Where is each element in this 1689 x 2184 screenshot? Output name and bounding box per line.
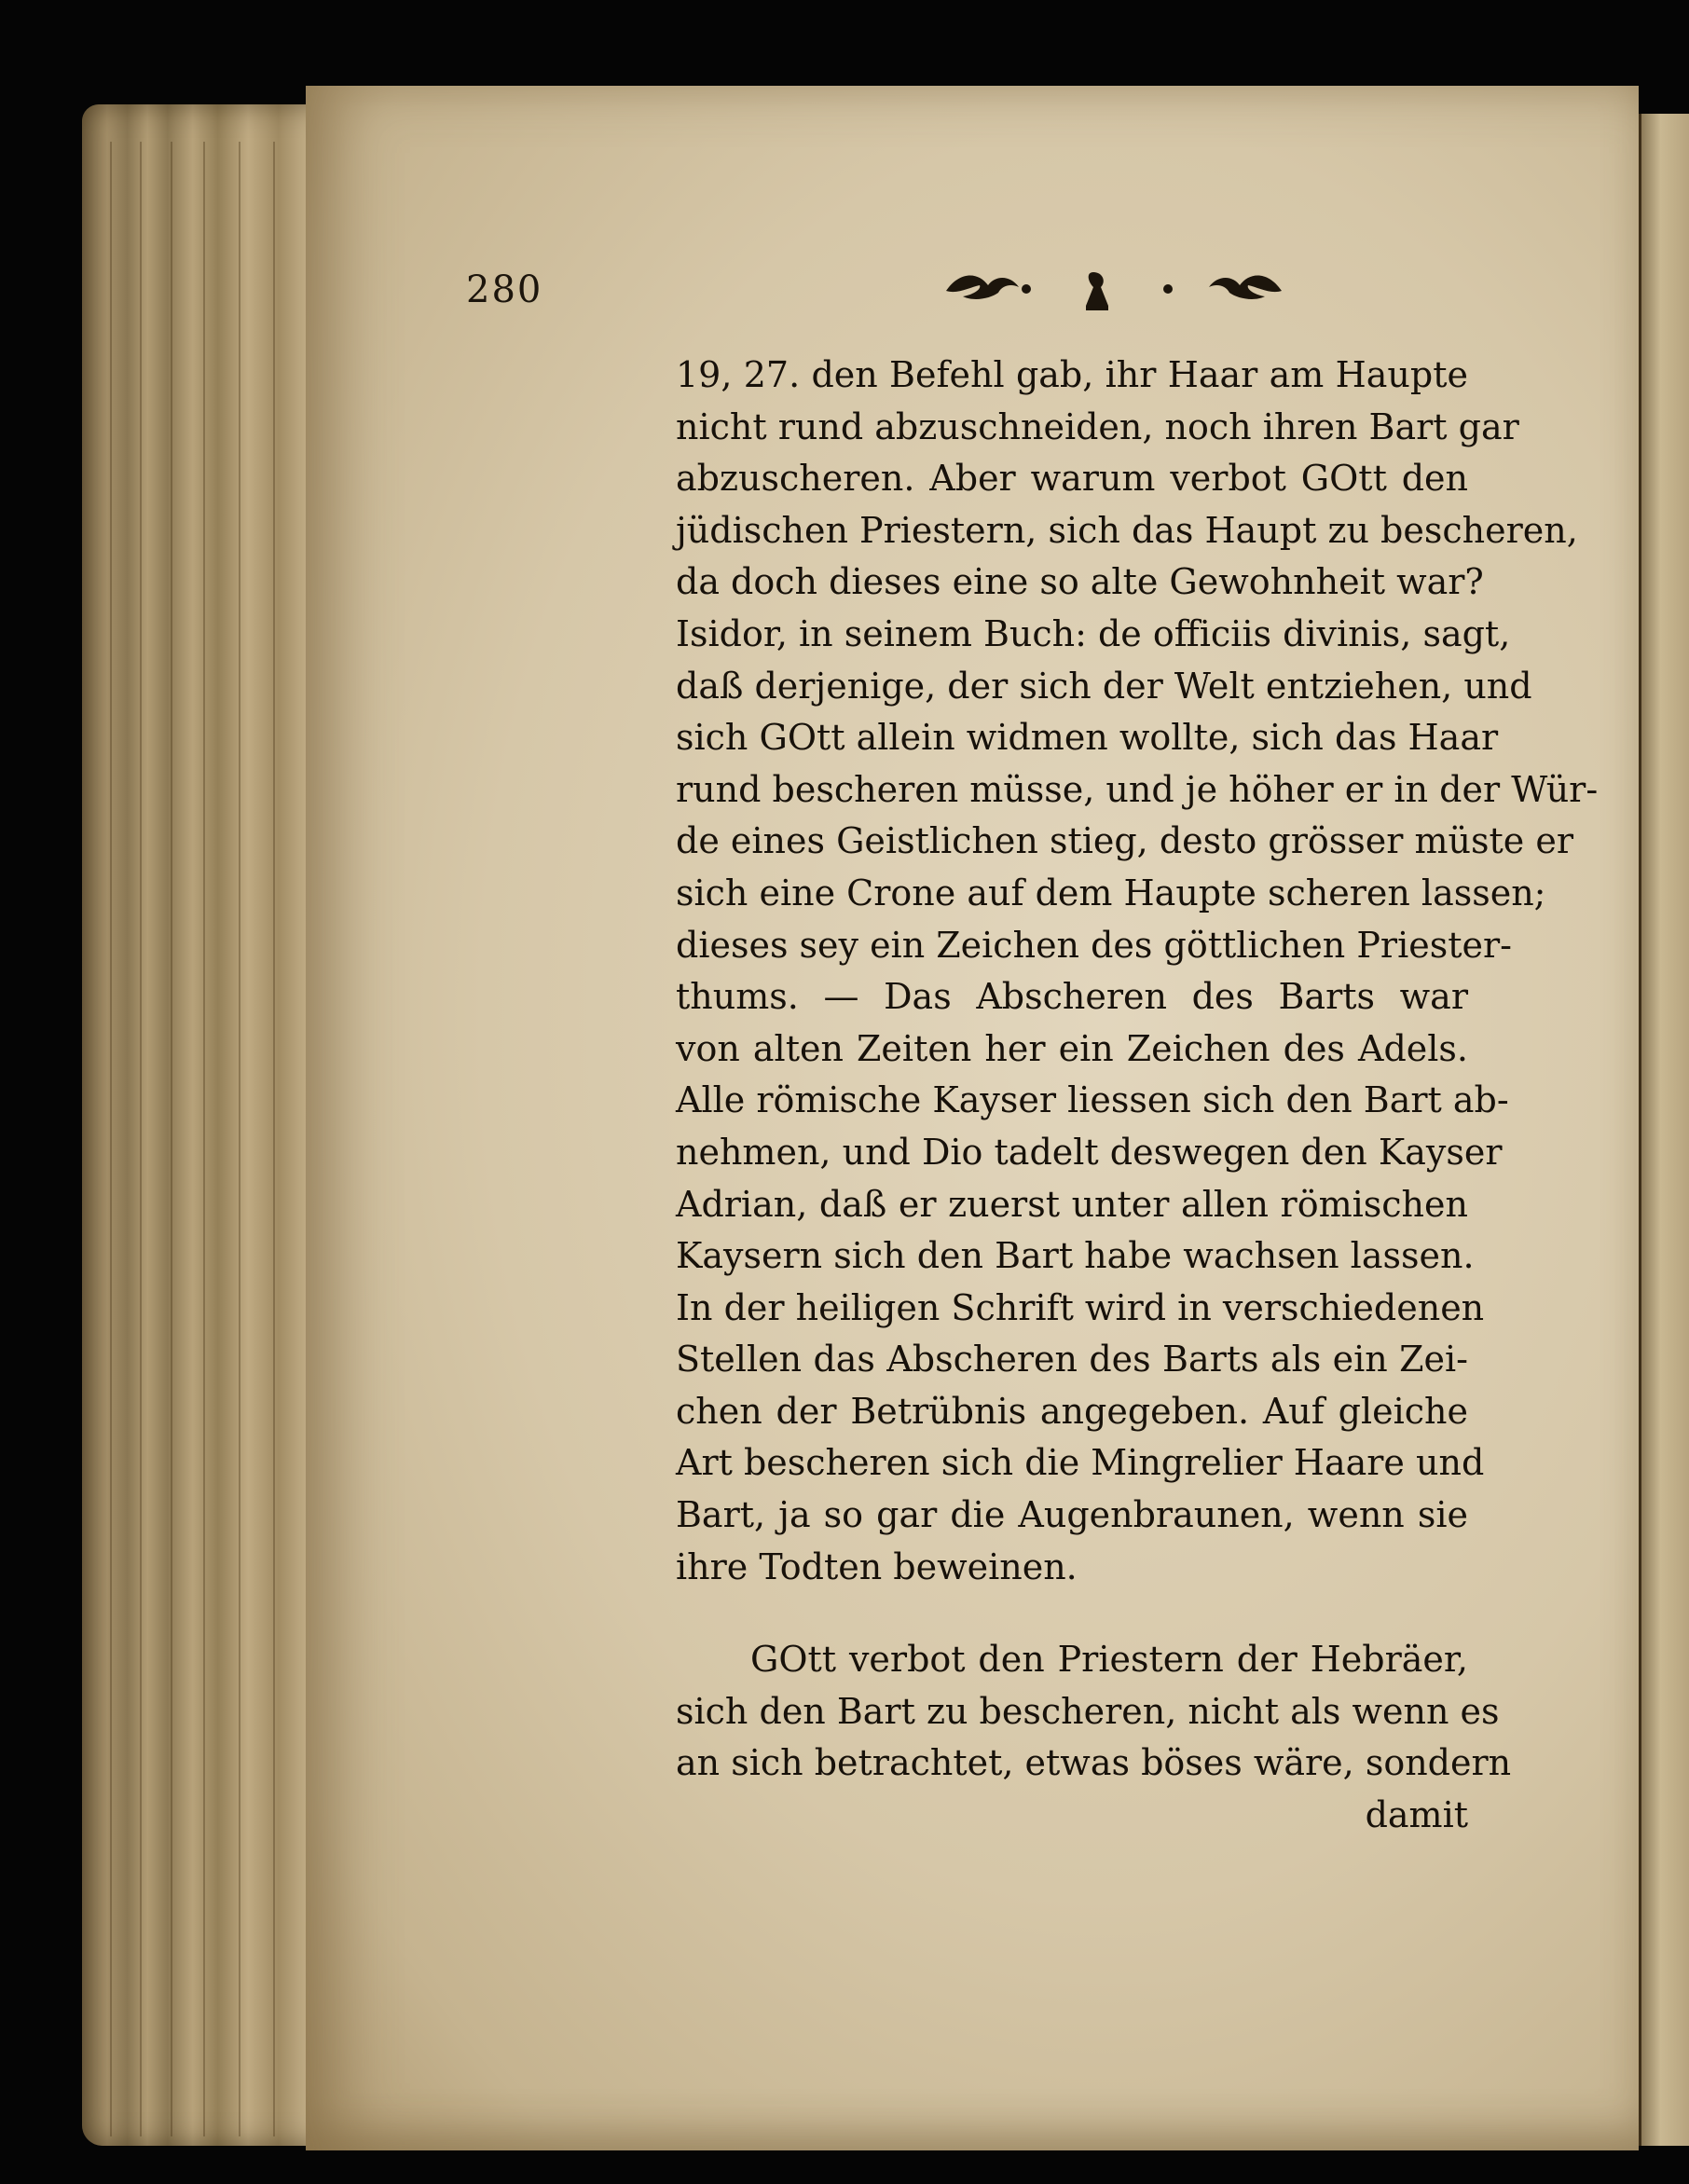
text-line: abzuscheren. Aber warum verbot GOtt den	[676, 458, 1468, 500]
text-line: sich den Bart zu bescheren, nicht als wenn es	[676, 1690, 1500, 1732]
text-line: sich GOtt allein widmen wollte, sich das Haar	[676, 717, 1499, 759]
facing-page-edge	[1639, 114, 1689, 2146]
text-line: In der heiligen Schrift wird in verschiedenen	[676, 1286, 1485, 1328]
text-line: 19, 27. den Befehl gab, ihr Haar am Haupte	[676, 354, 1468, 395]
text-line: da doch dieses eine so alte Gewohnheit war?	[676, 561, 1484, 603]
text-line: von alten Zeiten her ein Zeichen des Adels.	[676, 1027, 1468, 1069]
page-edges	[82, 104, 334, 2146]
text-line: nehmen, und Dio tadelt deswegen den Kayser	[676, 1131, 1503, 1173]
text-line: Stellen das Abscheren des Barts als ein Zei-	[676, 1339, 1468, 1380]
paragraph	[676, 350, 1599, 1593]
text-line: rund bescheren müsse, und je höher er in der Wür-	[676, 768, 1599, 810]
text-line: jüdischen Priestern, sich das Haupt zu bescheren,	[676, 509, 1578, 551]
text-line: Art bescheren sich die Mingrelier Haare und	[676, 1442, 1485, 1484]
page-header	[466, 261, 1454, 317]
text-line: chen der Betrübnis angegeben. Auf gleiche	[676, 1390, 1468, 1432]
text-line: Isidor, in seinem Buch: de officiis divinis, sagt,	[676, 612, 1511, 654]
text-line: thums. — Das Abscheren des Barts war	[676, 976, 1468, 1018]
paragraph	[676, 1634, 1512, 1790]
text-line: daß derjenige, der sich der Welt entziehen, und	[676, 665, 1532, 707]
text-line: dieses sey ein Zeichen des göttlichen Priester-	[676, 924, 1512, 966]
text-line: Kaysern sich den Bart habe wachsen lassen.	[676, 1235, 1475, 1277]
text-line: an sich betrachtet, etwas böses wäre, sondern	[676, 1742, 1512, 1784]
text-line: Adrian, daß er zuerst unter allen römischen	[676, 1183, 1468, 1225]
text-line: ihre Todten beweinen.	[676, 1545, 1078, 1587]
body-text	[676, 350, 1599, 1842]
text-line: Alle römische Kayser liessen sich den Bart ab-	[676, 1079, 1509, 1121]
catchword: damit	[1365, 1794, 1468, 1836]
page-number: 280	[466, 268, 543, 311]
printer-ornament-icon	[937, 261, 1291, 317]
text-line: sich eine Crone auf dem Haupte scheren lassen;	[676, 872, 1546, 913]
text-line: Bart, ja so gar die Augenbraunen, wenn sie	[676, 1494, 1468, 1536]
text-line: nicht rund abzuschneiden, noch ihren Bart gar	[676, 405, 1519, 447]
text-line: GOtt verbot den Priestern der Hebräer,	[750, 1639, 1468, 1681]
text-line: de eines Geistlichen stieg, desto grösser müste er	[676, 820, 1573, 862]
